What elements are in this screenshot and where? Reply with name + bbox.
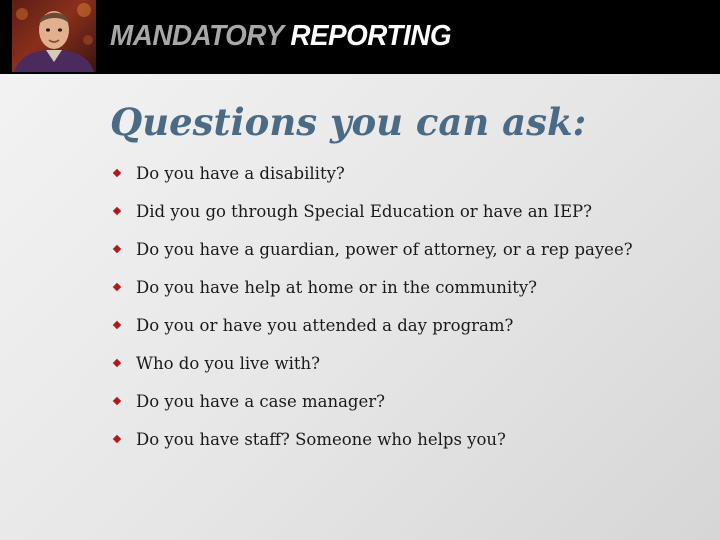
list-item [112,420,633,458]
bullet-diamond-icon [113,283,121,291]
bullet-list [112,154,633,458]
banner-title-part1: MANDATORY [110,20,284,52]
bullet-text: Do you have a case manager? [136,391,385,411]
slide-title: Questions you can ask: [110,100,587,144]
bullet-diamond-icon [113,397,121,405]
list-item [112,382,633,420]
bullet-diamond-icon [113,435,121,443]
banner-title-part2: REPORTING [290,20,452,52]
bullet-text: Do you have staff? Someone who helps you? [136,429,506,449]
bullet-diamond-icon [113,321,121,329]
bullet-text: Do you have help at home or in the community? [136,277,538,297]
bullet-diamond-icon [113,207,121,215]
list-item [112,154,633,192]
bullet-diamond-icon [113,359,121,367]
list-item [112,192,633,230]
header-bar [0,0,720,74]
bullet-text: Do you have a disability? [136,163,345,183]
bullet-text: Did you go through Special Education or have an IEP? [136,201,592,221]
presenter-photo [12,0,96,72]
list-item [112,230,633,268]
list-item [112,268,633,306]
list-item [112,306,633,344]
bullet-text: Who do you live with? [136,353,321,373]
bullet-text: Do you or have you attended a day program? [136,315,514,335]
list-item [112,344,633,382]
bullet-text: Do you have a guardian, power of attorney, or a rep payee? [136,239,633,259]
bullet-diamond-icon [113,245,121,253]
banner-title [110,16,451,56]
bullet-diamond-icon [113,169,121,177]
